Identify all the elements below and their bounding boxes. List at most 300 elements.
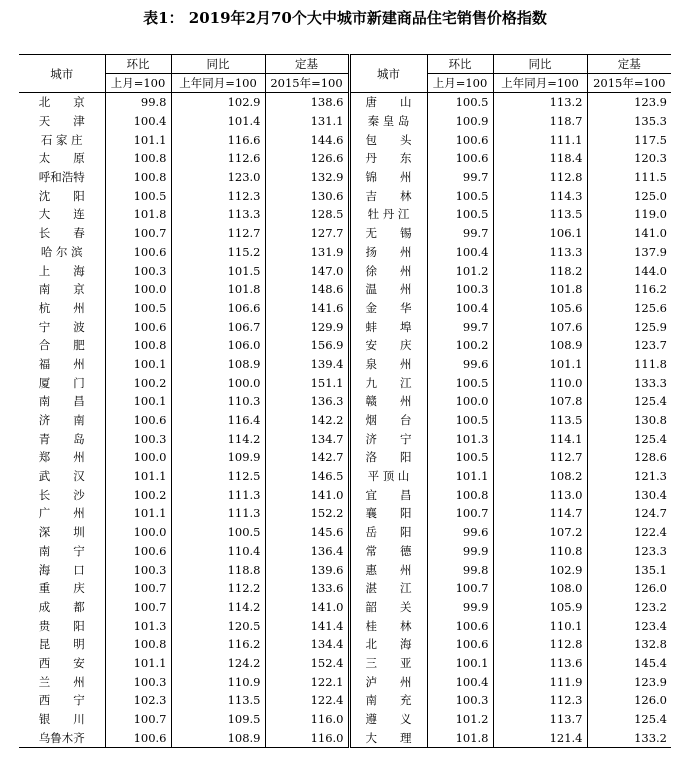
fixed-value-right: 126.0	[634, 581, 667, 596]
yoy-value-right: 121.4	[493, 728, 587, 747]
price-index-table	[19, 54, 671, 748]
yoy-value-right: 114.7	[493, 504, 587, 523]
city-name-right: 洛 阳	[349, 448, 427, 467]
fixed-value-left: 116.0	[265, 728, 349, 747]
fixed-value-left: 141.6	[265, 299, 349, 318]
city-name-right: 吉 林	[349, 186, 427, 205]
city-name-right: 南 充	[349, 691, 427, 710]
city-name-left: 重 庆	[19, 579, 105, 598]
mom-value-right: 100.6	[427, 130, 493, 149]
header-city-left: 城市	[19, 55, 105, 93]
yoy-value-left: 108.9	[171, 728, 265, 747]
table-row	[19, 336, 671, 355]
yoy-value-right: 102.9	[493, 560, 587, 579]
table-row	[19, 710, 671, 729]
yoy-value-right: 110.0	[493, 373, 587, 392]
mom-value-right: 100.6	[427, 616, 493, 635]
fixed-value-left: 146.5	[265, 467, 349, 486]
fixed-value-left: 142.2	[265, 411, 349, 430]
yoy-value-left: 114.2	[171, 598, 265, 617]
yoy-value-left: 112.2	[171, 579, 265, 598]
mom-value-right: 101.2	[427, 710, 493, 729]
city-name-right: 徐 州	[349, 261, 427, 280]
fixed-value-right: 144.0	[634, 263, 667, 278]
yoy-value-right: 107.6	[493, 317, 587, 336]
city-name-left: 长 春	[19, 224, 105, 243]
yoy-value-right: 113.2	[493, 93, 587, 112]
fixed-value-right: 125.0	[634, 188, 667, 203]
table-row	[19, 355, 671, 374]
city-name-right: 无 锡	[349, 224, 427, 243]
yoy-value-right: 111.1	[493, 130, 587, 149]
fixed-value-right: 125.4	[634, 712, 667, 727]
table-row	[19, 112, 671, 131]
fixed-value-left: 131.1	[265, 112, 349, 131]
fixed-value-right: 132.8	[634, 637, 667, 652]
yoy-value-left: 108.9	[171, 355, 265, 374]
city-name-left: 福 州	[19, 355, 105, 374]
table-row	[19, 691, 671, 710]
city-name-left: 沈 阳	[19, 186, 105, 205]
table-body	[19, 93, 671, 748]
yoy-value-left: 116.4	[171, 411, 265, 430]
mom-value-left: 102.3	[105, 691, 171, 710]
city-name-right: 扬 州	[349, 243, 427, 262]
mom-value-right: 100.6	[427, 149, 493, 168]
fixed-value-right: 116.2	[634, 282, 667, 297]
mom-value-left: 99.8	[105, 93, 171, 112]
city-name-right: 湛 江	[349, 579, 427, 598]
fixed-value-left: 136.3	[265, 392, 349, 411]
yoy-value-left: 112.5	[171, 467, 265, 486]
mom-value-right: 100.5	[427, 373, 493, 392]
yoy-value-left: 112.6	[171, 149, 265, 168]
fixed-value-right: 141.0	[634, 226, 667, 241]
fixed-value-right: 126.0	[634, 693, 667, 708]
fixed-value-left: 128.5	[265, 205, 349, 224]
header-fixed-left: 定基	[265, 55, 349, 74]
fixed-value-right: 130.8	[634, 413, 667, 428]
mom-value-right: 99.6	[427, 523, 493, 542]
fixed-value-right: 130.4	[634, 487, 667, 502]
mom-value-right: 100.5	[427, 448, 493, 467]
city-name-right: 泸 州	[349, 672, 427, 691]
city-name-right: 烟 台	[349, 411, 427, 430]
mom-value-right: 100.5	[427, 93, 493, 112]
yoy-value-right: 113.0	[493, 485, 587, 504]
fixed-value-left: 136.4	[265, 542, 349, 561]
fixed-value-left: 134.7	[265, 429, 349, 448]
mom-value-left: 100.8	[105, 635, 171, 654]
yoy-value-right: 113.3	[493, 243, 587, 262]
mom-value-left: 100.0	[105, 280, 171, 299]
yoy-value-left: 102.9	[171, 93, 265, 112]
yoy-value-left: 113.3	[171, 205, 265, 224]
fixed-value-right: 123.9	[634, 95, 667, 110]
city-name-left: 大 连	[19, 205, 105, 224]
mom-value-left: 100.0	[105, 448, 171, 467]
yoy-value-left: 124.2	[171, 654, 265, 673]
mom-value-right: 100.0	[427, 392, 493, 411]
mom-value-right: 100.5	[427, 186, 493, 205]
fixed-value-right: 122.4	[634, 525, 667, 540]
yoy-value-left: 123.0	[171, 168, 265, 187]
table-row	[19, 130, 671, 149]
yoy-value-left: 101.5	[171, 261, 265, 280]
city-name-left: 南 京	[19, 280, 105, 299]
yoy-value-right: 113.5	[493, 205, 587, 224]
fixed-value-right: 111.8	[634, 356, 667, 371]
yoy-value-right: 108.9	[493, 336, 587, 355]
table-row	[19, 243, 671, 262]
yoy-value-right: 112.3	[493, 691, 587, 710]
yoy-value-left: 112.7	[171, 224, 265, 243]
city-name-right: 惠 州	[349, 560, 427, 579]
city-name-left: 青 岛	[19, 429, 105, 448]
table-row	[19, 485, 671, 504]
mom-value-left: 100.6	[105, 542, 171, 561]
fixed-value-right: 133.3	[634, 375, 667, 390]
fixed-value-right: 124.7	[634, 506, 667, 521]
table-row	[19, 728, 671, 747]
city-name-left: 上 海	[19, 261, 105, 280]
city-name-right: 常 德	[349, 542, 427, 561]
fixed-value-left: 144.6	[265, 130, 349, 149]
fixed-value-right: 123.2	[634, 599, 667, 614]
mom-value-right: 100.5	[427, 411, 493, 430]
fixed-value-right: 135.3	[634, 114, 667, 129]
mom-value-right: 100.1	[427, 654, 493, 673]
city-name-right: 丹 东	[349, 149, 427, 168]
yoy-value-right: 107.8	[493, 392, 587, 411]
fixed-value-left: 139.6	[265, 560, 349, 579]
fixed-value-right: 123.4	[634, 618, 667, 633]
yoy-value-right: 112.8	[493, 168, 587, 187]
city-name-left: 天 津	[19, 112, 105, 131]
table-row	[19, 598, 671, 617]
city-name-right: 平 顶 山	[349, 467, 427, 486]
yoy-value-left: 116.2	[171, 635, 265, 654]
header-yoy-left: 同比	[171, 55, 265, 74]
yoy-value-right: 112.7	[493, 448, 587, 467]
table-row	[19, 373, 671, 392]
yoy-value-left: 114.2	[171, 429, 265, 448]
city-name-left: 兰 州	[19, 672, 105, 691]
yoy-value-left: 101.4	[171, 112, 265, 131]
table-row	[19, 654, 671, 673]
city-name-right: 蚌 埠	[349, 317, 427, 336]
yoy-value-left: 110.3	[171, 392, 265, 411]
header-yoy-base-left: 上年同月=100	[171, 74, 265, 93]
city-name-left: 贵 阳	[19, 616, 105, 635]
yoy-value-left: 109.9	[171, 448, 265, 467]
header-yoy-base-right: 上年同月=100	[493, 74, 587, 93]
mom-value-left: 100.3	[105, 560, 171, 579]
city-name-right: 桂 林	[349, 616, 427, 635]
fixed-value-left: 132.9	[265, 168, 349, 187]
yoy-value-left: 112.3	[171, 186, 265, 205]
mom-value-left: 101.1	[105, 467, 171, 486]
fixed-value-left: 133.6	[265, 579, 349, 598]
table-row	[19, 411, 671, 430]
mom-value-left: 100.3	[105, 672, 171, 691]
mom-value-right: 100.6	[427, 635, 493, 654]
table-row	[19, 186, 671, 205]
city-name-left: 海 口	[19, 560, 105, 579]
city-name-left: 西 宁	[19, 691, 105, 710]
city-name-right: 牡 丹 江	[349, 205, 427, 224]
fixed-value-left: 152.4	[265, 654, 349, 673]
mom-value-left: 100.8	[105, 149, 171, 168]
header-mom-base-left: 上月=100	[105, 74, 171, 93]
city-name-left: 厦 门	[19, 373, 105, 392]
city-name-right: 宜 昌	[349, 485, 427, 504]
mom-value-left: 101.3	[105, 616, 171, 635]
yoy-value-right: 108.2	[493, 467, 587, 486]
city-name-right: 温 州	[349, 280, 427, 299]
mom-value-right: 101.3	[427, 429, 493, 448]
mom-value-left: 100.6	[105, 317, 171, 336]
yoy-value-right: 101.1	[493, 355, 587, 374]
fixed-value-right: 125.9	[634, 319, 667, 334]
header-fixed-right: 定基	[587, 55, 671, 74]
mom-value-left: 100.8	[105, 168, 171, 187]
table-row	[19, 149, 671, 168]
yoy-value-left: 115.2	[171, 243, 265, 262]
fixed-value-left: 152.2	[265, 504, 349, 523]
mom-value-left: 100.7	[105, 579, 171, 598]
fixed-value-right: 121.3	[634, 469, 667, 484]
city-name-right: 三 亚	[349, 654, 427, 673]
city-name-left: 深 圳	[19, 523, 105, 542]
mom-value-left: 100.6	[105, 411, 171, 430]
mom-value-left: 101.1	[105, 654, 171, 673]
yoy-value-left: 101.8	[171, 280, 265, 299]
table-row	[19, 93, 671, 112]
mom-value-left: 100.2	[105, 373, 171, 392]
city-name-right: 襄 阳	[349, 504, 427, 523]
fixed-value-right: 120.3	[634, 151, 667, 166]
city-name-left: 郑 州	[19, 448, 105, 467]
city-name-right: 九 江	[349, 373, 427, 392]
yoy-value-right: 105.9	[493, 598, 587, 617]
mom-value-left: 100.2	[105, 485, 171, 504]
fixed-value-right: 135.1	[634, 562, 667, 577]
fixed-value-left: 147.0	[265, 261, 349, 280]
yoy-value-right: 118.4	[493, 149, 587, 168]
city-name-left: 长 沙	[19, 485, 105, 504]
fixed-value-right: 133.2	[587, 728, 671, 747]
city-name-right: 赣 州	[349, 392, 427, 411]
yoy-value-left: 110.4	[171, 542, 265, 561]
mom-value-right: 100.2	[427, 336, 493, 355]
yoy-value-right: 112.8	[493, 635, 587, 654]
fixed-value-left: 151.1	[265, 373, 349, 392]
mom-value-right: 100.9	[427, 112, 493, 131]
yoy-value-right: 111.9	[493, 672, 587, 691]
mom-value-left: 100.8	[105, 336, 171, 355]
city-name-right: 泉 州	[349, 355, 427, 374]
city-name-left: 西 安	[19, 654, 105, 673]
city-name-right: 金 华	[349, 299, 427, 318]
table-row	[19, 299, 671, 318]
yoy-value-left: 106.7	[171, 317, 265, 336]
fixed-value-right: 123.7	[634, 338, 667, 353]
city-name-left: 宁 波	[19, 317, 105, 336]
table-row	[19, 672, 671, 691]
yoy-value-right: 113.5	[493, 411, 587, 430]
mom-value-right: 99.9	[427, 598, 493, 617]
mom-value-right: 99.8	[427, 560, 493, 579]
mom-value-left: 101.1	[105, 130, 171, 149]
mom-value-right: 101.1	[427, 467, 493, 486]
header-mom-left: 环比	[105, 55, 171, 74]
fixed-value-left: 142.7	[265, 448, 349, 467]
city-name-right: 秦 皇 岛	[349, 112, 427, 131]
fixed-value-left: 130.6	[265, 186, 349, 205]
city-name-left: 南 宁	[19, 542, 105, 561]
mom-value-left: 101.1	[105, 504, 171, 523]
fixed-value-left: 141.0	[265, 598, 349, 617]
city-name-left: 昆 明	[19, 635, 105, 654]
mom-value-left: 100.6	[105, 243, 171, 262]
yoy-value-right: 107.2	[493, 523, 587, 542]
mom-value-right: 99.6	[427, 355, 493, 374]
fixed-value-left: 127.7	[265, 224, 349, 243]
city-name-left: 北 京	[19, 93, 105, 112]
fixed-value-left: 156.9	[265, 336, 349, 355]
mom-value-left: 100.7	[105, 224, 171, 243]
fixed-value-left: 148.6	[265, 280, 349, 299]
city-name-left: 银 川	[19, 710, 105, 729]
mom-value-right: 101.2	[427, 261, 493, 280]
city-name-left: 杭 州	[19, 299, 105, 318]
mom-value-left: 100.5	[105, 186, 171, 205]
city-name-left: 哈 尔 滨	[19, 243, 105, 262]
mom-value-right: 100.8	[427, 485, 493, 504]
yoy-value-right: 113.7	[493, 710, 587, 729]
fixed-value-right: 125.4	[634, 394, 667, 409]
fixed-value-left: 131.9	[265, 243, 349, 262]
table-row	[19, 317, 671, 336]
fixed-value-right: 117.5	[634, 132, 667, 147]
fixed-value-left: 141.0	[265, 485, 349, 504]
table-row	[19, 429, 671, 448]
yoy-value-right: 113.6	[493, 654, 587, 673]
mom-value-left: 100.7	[105, 710, 171, 729]
table-row	[19, 467, 671, 486]
fixed-value-left: 139.4	[265, 355, 349, 374]
city-name-left: 济 南	[19, 411, 105, 430]
table-row	[19, 616, 671, 635]
fixed-value-left: 145.6	[265, 523, 349, 542]
fixed-value-left: 122.1	[265, 672, 349, 691]
yoy-value-left: 100.0	[171, 373, 265, 392]
yoy-value-right: 101.8	[493, 280, 587, 299]
fixed-value-left: 122.4	[265, 691, 349, 710]
fixed-value-left: 134.4	[265, 635, 349, 654]
city-name-right: 岳 阳	[349, 523, 427, 542]
city-name-left: 石 家 庄	[19, 130, 105, 149]
mom-value-right: 99.7	[427, 168, 493, 187]
fixed-value-left: 141.4	[265, 616, 349, 635]
yoy-value-right: 105.6	[493, 299, 587, 318]
fixed-value-right: 137.9	[634, 244, 667, 259]
table-row	[19, 635, 671, 654]
city-name-right: 大 理	[349, 728, 427, 747]
yoy-value-right: 118.2	[493, 261, 587, 280]
fixed-value-left: 116.0	[265, 710, 349, 729]
mom-value-right: 99.9	[427, 542, 493, 561]
city-name-right: 唐 山	[349, 93, 427, 112]
city-name-left: 成 都	[19, 598, 105, 617]
table-row	[19, 392, 671, 411]
city-name-left: 南 昌	[19, 392, 105, 411]
fixed-value-right: 128.6	[634, 450, 667, 465]
fixed-value-right: 123.3	[634, 543, 667, 558]
table-row	[19, 280, 671, 299]
table-row	[19, 579, 671, 598]
yoy-value-left: 120.5	[171, 616, 265, 635]
mom-value-right: 100.7	[427, 504, 493, 523]
yoy-value-right: 114.3	[493, 186, 587, 205]
fixed-value-right: 111.5	[634, 170, 667, 185]
yoy-value-right: 118.7	[493, 112, 587, 131]
table-row	[19, 523, 671, 542]
mom-value-right: 100.4	[427, 299, 493, 318]
yoy-value-right: 110.8	[493, 542, 587, 561]
mom-value-right: 100.4	[427, 243, 493, 262]
fixed-value-right: 125.4	[634, 431, 667, 446]
fixed-value-left: 126.6	[265, 149, 349, 168]
mom-value-left: 100.0	[105, 523, 171, 542]
mom-value-right: 100.3	[427, 691, 493, 710]
city-name-left: 广 州	[19, 504, 105, 523]
mom-value-left: 100.4	[105, 112, 171, 131]
yoy-value-right: 106.1	[493, 224, 587, 243]
mom-value-left: 100.5	[105, 299, 171, 318]
mom-value-right: 99.7	[427, 317, 493, 336]
header-mom-right: 环比	[427, 55, 493, 74]
mom-value-left: 100.1	[105, 355, 171, 374]
city-name-left: 合 肥	[19, 336, 105, 355]
mom-value-left: 100.3	[105, 261, 171, 280]
mom-value-left: 100.1	[105, 392, 171, 411]
table-row	[19, 168, 671, 187]
mom-value-left: 100.7	[105, 598, 171, 617]
fixed-value-right: 145.4	[634, 655, 667, 670]
city-name-left: 乌鲁木齐	[19, 728, 105, 747]
city-name-right: 锦 州	[349, 168, 427, 187]
mom-value-left: 100.6	[105, 728, 171, 747]
city-name-left: 武 汉	[19, 467, 105, 486]
yoy-value-left: 106.0	[171, 336, 265, 355]
fixed-value-right: 123.9	[634, 674, 667, 689]
yoy-value-left: 118.8	[171, 560, 265, 579]
city-name-right: 安 庆	[349, 336, 427, 355]
header-fixed-base-right: 2015年=100	[587, 74, 671, 93]
table-row	[19, 542, 671, 561]
table-row	[19, 504, 671, 523]
mom-value-right: 100.4	[427, 672, 493, 691]
city-name-right: 北 海	[349, 635, 427, 654]
mom-value-left: 100.3	[105, 429, 171, 448]
header-yoy-right: 同比	[493, 55, 587, 74]
city-name-left: 太 原	[19, 149, 105, 168]
yoy-value-left: 106.6	[171, 299, 265, 318]
table-row	[19, 448, 671, 467]
mom-value-right: 100.5	[427, 205, 493, 224]
